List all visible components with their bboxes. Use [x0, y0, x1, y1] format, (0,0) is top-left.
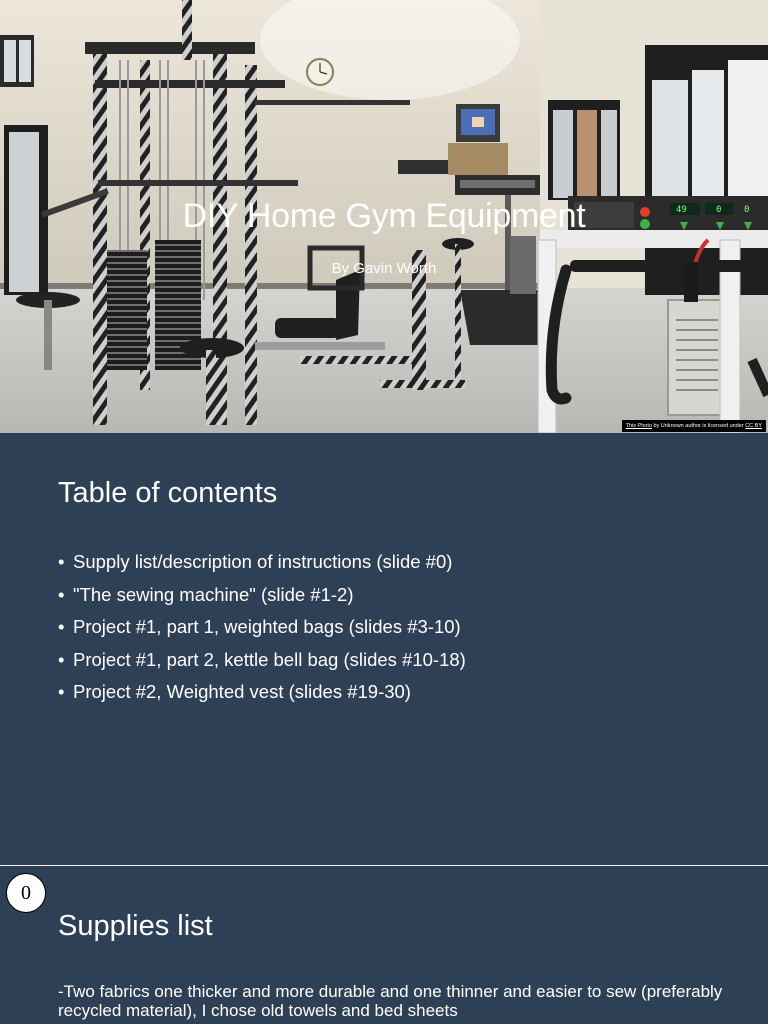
svg-text:0: 0 — [744, 205, 750, 215]
bullet: • — [58, 648, 65, 670]
list-item — [58, 646, 466, 679]
supplies-body: -Two fabrics one thicker and more durable and one thinner and easier to sew (preferably recycled material), I chose old towels and bed sheets — [58, 982, 723, 1020]
supplies-title: Supplies list — [58, 910, 213, 942]
toc-item-text: Supply list/description of instructions (slide #0) — [73, 551, 453, 572]
bullet: • — [58, 583, 65, 605]
photo-link[interactable]: This Photo — [625, 423, 652, 429]
svg-text:49: 49 — [676, 205, 687, 215]
list-item — [58, 581, 466, 614]
toc-item-text: Project #1, part 1, weighted bags (slides #3-10) — [73, 616, 461, 637]
list-item — [58, 613, 466, 646]
list-item — [58, 548, 466, 581]
license-link[interactable]: CC BY — [745, 423, 762, 429]
toc-slide — [0, 433, 768, 865]
slide-number-badge: 0 — [6, 873, 46, 913]
bullet: • — [58, 551, 65, 572]
slide-title: DIY Home Gym Equipment — [182, 197, 586, 235]
credit-text: by Unknown author is licensed under — [651, 423, 746, 429]
svg-text:0: 0 — [716, 205, 722, 215]
list-item — [58, 678, 466, 711]
bullet: • — [58, 616, 65, 637]
photo-credit — [622, 420, 766, 432]
slide-subtitle: By Gavin Worth — [331, 260, 437, 277]
toc-title: Table of contents — [58, 477, 278, 509]
title-slide — [0, 0, 768, 433]
toc-item-text: Project #1, part 2, kettle bell bag (slides #10-18) — [73, 648, 466, 670]
supplies-slide — [0, 866, 768, 1024]
bullet: • — [58, 681, 65, 702]
toc-item-text: Project #2, Weighted vest (slides #19-30) — [73, 681, 411, 702]
toc-list — [58, 548, 466, 711]
toc-item-text: "The sewing machine" (slide #1-2) — [73, 583, 354, 605]
